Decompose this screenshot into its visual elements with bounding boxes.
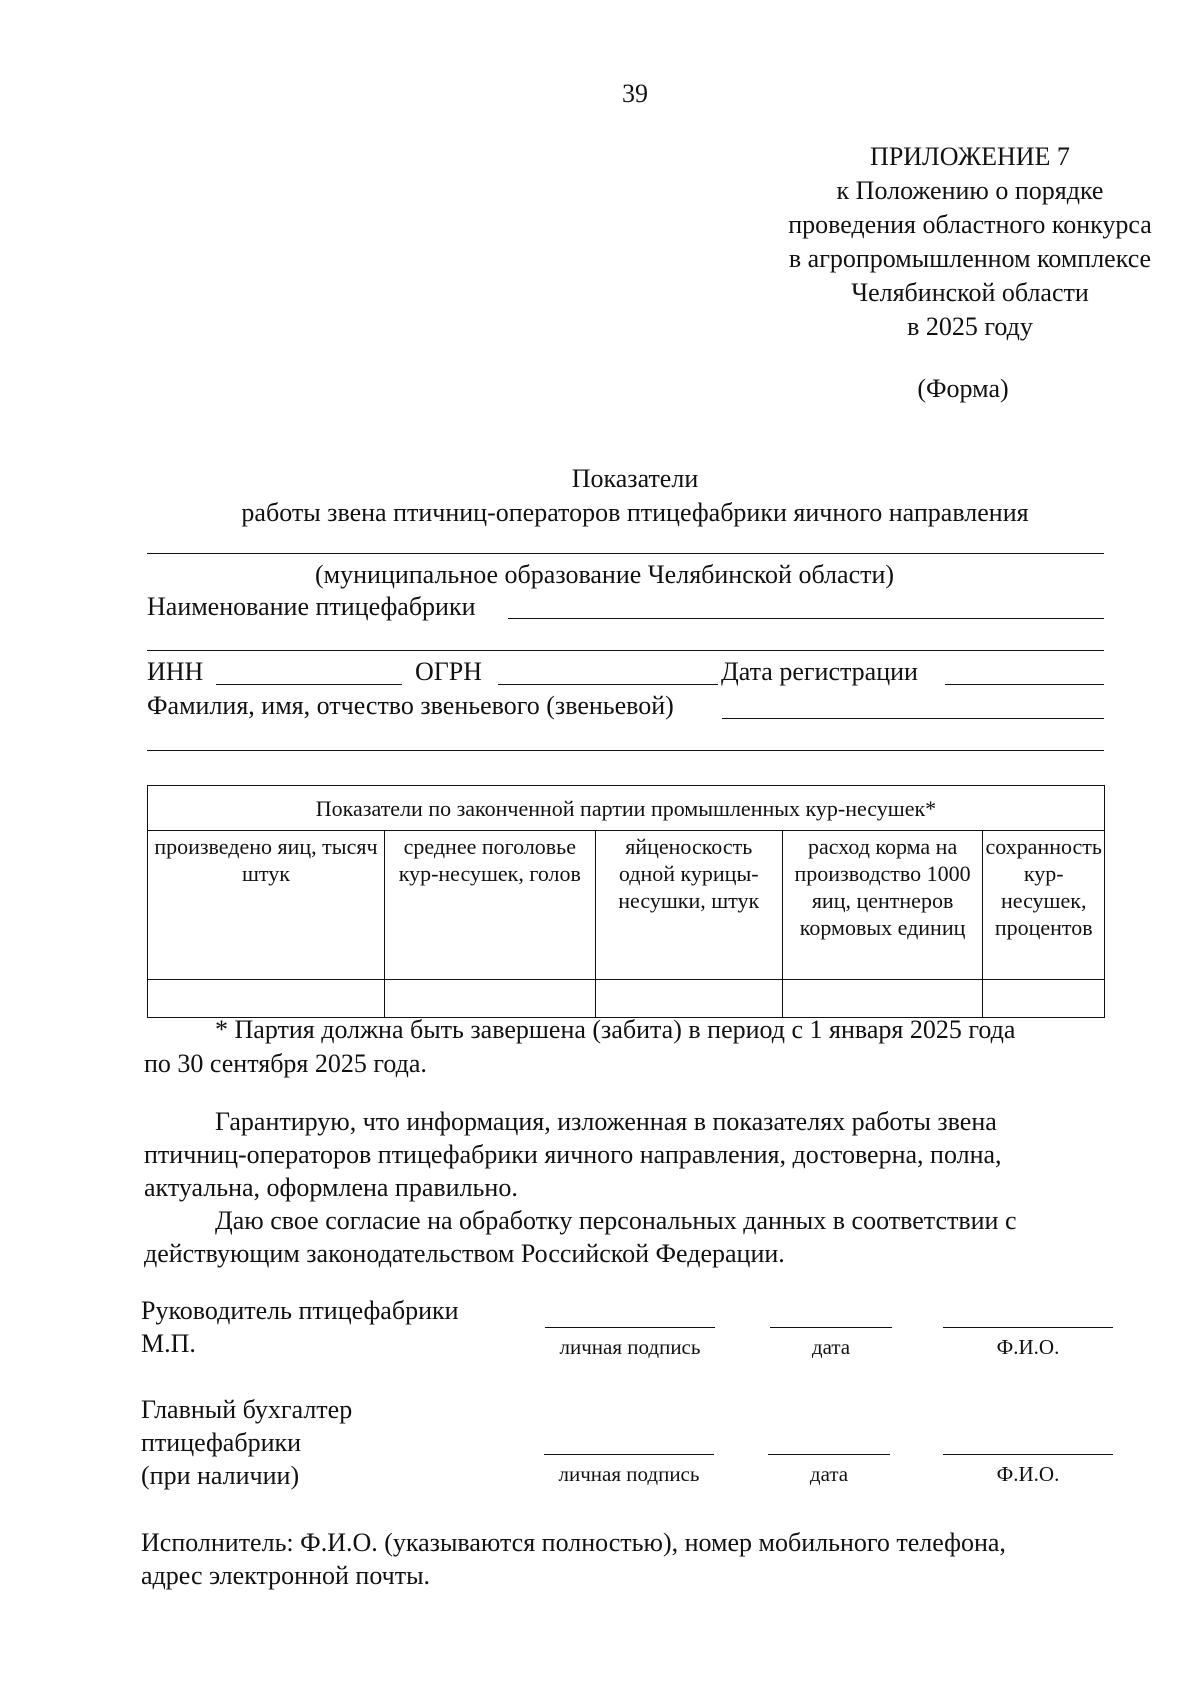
appendix-line: к Положению о порядке xyxy=(836,176,1104,205)
leader-name-label: Фамилия, имя, отчество звеньевого (звеньевой) xyxy=(147,691,674,720)
appendix-line: проведения областного конкурса xyxy=(788,210,1152,239)
head-sign-caption: личная подпись xyxy=(559,1335,701,1359)
page-number: 39 xyxy=(622,79,648,108)
consent-line-1: Даю свое согласие на обработку персональных данных в соответствии с xyxy=(215,1206,1017,1235)
table-row xyxy=(148,980,1105,1018)
table-header-row xyxy=(148,786,1105,831)
head-fio-caption: Ф.И.О. xyxy=(996,1335,1060,1359)
appendix-header xyxy=(700,140,1200,344)
executor-line-2: адрес электронной почты. xyxy=(141,1561,431,1590)
footnote-line-1: * Партия должна быть завершена (забита) в период с 1 января 2025 года xyxy=(215,1015,1016,1044)
accountant-title-2: птицефабрики xyxy=(141,1428,302,1457)
reg-date-field-line[interactable] xyxy=(945,684,1104,685)
head-title: Руководитель птицефабрики xyxy=(141,1296,459,1325)
consent-line-2: действующим законодательством Российской Федерации. xyxy=(144,1239,785,1268)
ogrn-field-line[interactable] xyxy=(498,684,718,685)
table-cell-livestock[interactable] xyxy=(384,980,595,1018)
table-columns-row xyxy=(148,831,1105,980)
ogrn-label: ОГРН xyxy=(415,657,483,686)
accountant-fio-caption: Ф.И.О. xyxy=(996,1462,1060,1486)
guarantee-line-1: Гарантирую, что информация, изложенная в показателях работы звена xyxy=(215,1107,997,1136)
footnote-line-2: по 30 сентября 2025 года. xyxy=(144,1049,427,1078)
municipality-caption: (муниципальное образование Челябинской области) xyxy=(315,560,895,589)
accountant-date-caption: дата xyxy=(809,1462,849,1486)
table-cell-eggs[interactable] xyxy=(148,980,385,1018)
guarantee-line-2: птичниц-операторов птицефабрики яичного направления, достоверна, полна, xyxy=(144,1140,1002,1169)
appendix-line: ПРИЛОЖЕНИЕ 7 xyxy=(870,142,1070,171)
factory-name-label: Наименование птицефабрики xyxy=(147,592,476,621)
accountant-title-3: (при наличии) xyxy=(141,1461,300,1490)
table-cell-feed[interactable] xyxy=(782,980,983,1018)
column-header: яйценоскость одной курицы-несушки, штук xyxy=(595,831,782,980)
accountant-signature-line[interactable] xyxy=(544,1454,714,1455)
table-cell-survival[interactable] xyxy=(983,980,1105,1018)
table-cell-egg-yield[interactable] xyxy=(595,980,782,1018)
table-header: Показатели по законченной партии промышленных кур-несушек* xyxy=(148,786,1105,831)
head-fio-line[interactable] xyxy=(943,1327,1113,1328)
accountant-fio-line[interactable] xyxy=(943,1454,1113,1455)
guarantee-line-3: актуальна, оформлена правильно. xyxy=(144,1173,518,1202)
column-header: сохранность кур-несушек, процентов xyxy=(983,831,1105,980)
head-signature-line[interactable] xyxy=(545,1327,715,1328)
inn-field-line[interactable] xyxy=(216,684,402,685)
factory-name-field-line[interactable] xyxy=(508,618,1104,619)
accountant-sign-caption: личная подпись xyxy=(558,1462,700,1486)
form-label: (Форма) xyxy=(917,374,1009,403)
title-line-2: работы звена птичниц-операторов птицефабрики яичного направления xyxy=(241,498,1029,527)
municipality-field-line[interactable] xyxy=(147,553,1104,554)
column-header: произведено яиц, тысяч штук xyxy=(148,831,385,980)
title-line-1: Показатели xyxy=(571,464,699,493)
document-title xyxy=(0,462,1200,530)
executor-line-1: Исполнитель: Ф.И.О. (указываются полностью), номер мобильного телефона, xyxy=(141,1528,1006,1557)
appendix-line: в агропромышленном комплексе xyxy=(788,244,1152,273)
indicators-table xyxy=(147,785,1105,1018)
head-date-line[interactable] xyxy=(770,1327,892,1328)
factory-name-field-line-2[interactable] xyxy=(147,650,1104,651)
stamp-label: М.П. xyxy=(141,1329,196,1358)
column-header: расход корма на производство 1000 яиц, центнеров кормовых единиц xyxy=(782,831,983,980)
head-date-caption: дата xyxy=(811,1335,851,1359)
leader-name-field-line[interactable] xyxy=(722,718,1104,719)
inn-label: ИНН xyxy=(147,657,204,686)
accountant-title-1: Главный бухгалтер xyxy=(141,1395,353,1424)
appendix-line: Челябинской области xyxy=(851,278,1089,307)
appendix-line: в 2025 году xyxy=(907,312,1033,341)
reg-date-label: Дата регистрации xyxy=(721,657,918,686)
column-header: среднее поголовье кур-несушек, голов xyxy=(384,831,595,980)
leader-name-field-line-2[interactable] xyxy=(147,750,1104,751)
accountant-date-line[interactable] xyxy=(768,1454,890,1455)
